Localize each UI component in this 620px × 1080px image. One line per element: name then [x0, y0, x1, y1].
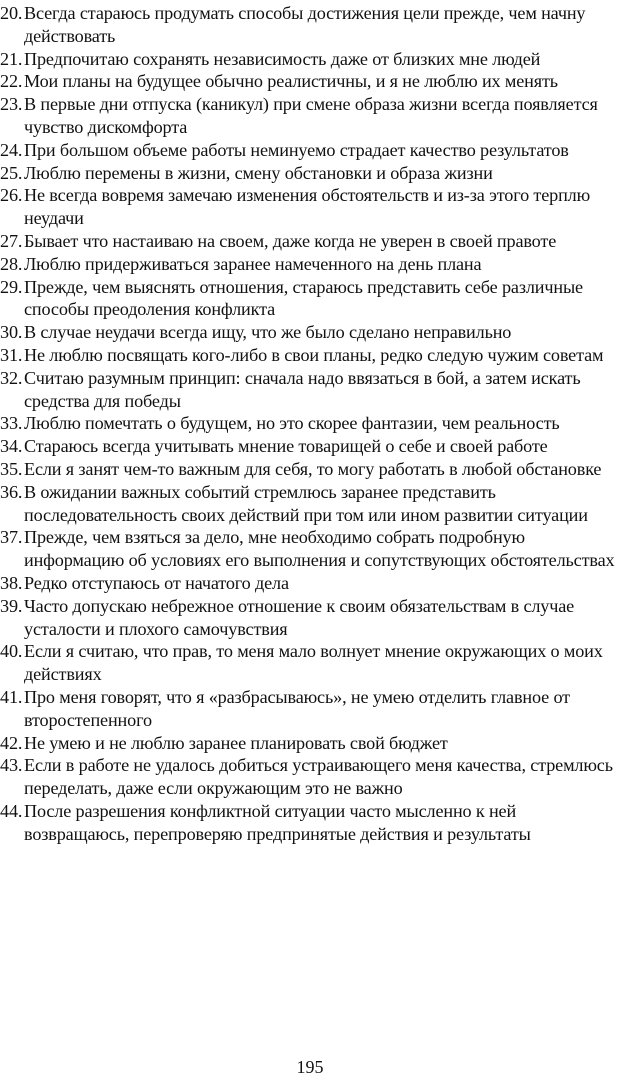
question-number: 40. — [0, 641, 23, 662]
question-item — [0, 640, 620, 686]
question-text: В ожидании важных событий стремлюсь заранее представить последовательность своих действий при том или ином развитии ситуации — [24, 481, 588, 525]
question-number: 30. — [0, 322, 23, 343]
question-text: Не всегда вовремя замечаю изменения обстоятельств и из-за этого терплю неудачи — [24, 185, 591, 229]
question-text: При большом объеме работы неминуемо страдает качество результатов — [24, 139, 569, 160]
question-number: 33. — [0, 413, 23, 434]
question-item — [0, 754, 620, 800]
question-text: Прежде, чем взяться за дело, мне необходимо собрать подробную информацию об условиях его выполнения и сопутствующих обстоятельствах — [24, 527, 615, 571]
question-number: 41. — [0, 686, 23, 707]
question-item — [0, 321, 620, 344]
question-item — [0, 276, 620, 322]
question-text: В случае неудачи всегда ищу, что же было сделано неправильно — [24, 322, 512, 343]
question-item — [0, 184, 620, 230]
question-number: 31. — [0, 344, 23, 365]
question-item — [0, 595, 620, 641]
question-text: После разрешения конфликтной ситуации часто мысленно к ней возвращаюсь, перепроверяю предпринятые действия и результаты — [24, 800, 531, 844]
question-item — [0, 2, 620, 48]
question-item — [0, 162, 620, 185]
question-item — [0, 412, 620, 435]
question-number: 27. — [0, 230, 23, 251]
question-item — [0, 48, 620, 71]
question-item — [0, 526, 620, 572]
question-number: 25. — [0, 162, 23, 183]
question-item — [0, 481, 620, 527]
question-text: Часто допускаю небрежное отношение к своим обязательствам в случае усталости и плохого самочувствия — [24, 595, 575, 639]
question-item — [0, 367, 620, 413]
question-text: Считаю разумным принцип: сначала надо ввязаться в бой, а затем искать средства для победы — [24, 367, 581, 411]
page-number: 195 — [296, 1057, 324, 1077]
question-number: 24. — [0, 139, 23, 160]
question-item — [0, 70, 620, 93]
questionnaire-list — [0, 2, 620, 845]
question-item — [0, 253, 620, 276]
question-text: Предпочитаю сохранять независимость даже от близких мне людей — [24, 48, 541, 69]
question-text: В первые дни отпуска (каникул) при смене образа жизни всегда появляется чувство дискомфорта — [24, 94, 598, 137]
question-text: Редко отступаюсь от начатого дела — [24, 572, 289, 593]
question-text: Если я занят чем-то важным для себя, то могу работать в любой обстановке — [24, 458, 602, 479]
question-item — [0, 686, 620, 732]
question-number: 34. — [0, 436, 23, 457]
question-text: Не люблю посвящать кого-либо в свои планы, редко следую чужим советам — [24, 344, 604, 365]
question-item — [0, 572, 620, 595]
question-number: 39. — [0, 595, 23, 616]
question-item — [0, 435, 620, 458]
question-text: Люблю перемены в жизни, смену обстановки и образа жизни — [24, 162, 493, 183]
question-item — [0, 93, 620, 139]
question-text: Люблю помечтать о будущем, но это скорее фантазии, чем реальность — [24, 413, 560, 434]
question-text: Прежде, чем выяснять отношения, стараюсь представить себе различные способы преодоления конфликта — [24, 276, 583, 320]
question-text: Если в работе не удалось добиться устраивающего меня качества, стремлюсь переделать, даже если окружающим это не важно — [24, 755, 613, 799]
question-text: Люблю придерживаться заранее намеченного на день плана — [24, 253, 482, 274]
question-number: 37. — [0, 527, 23, 548]
question-item — [0, 732, 620, 755]
question-text: Бывает что настаиваю на своем, даже когда не уверен в своей правоте — [24, 230, 557, 251]
question-number: 38. — [0, 572, 23, 593]
question-item — [0, 344, 620, 367]
question-number: 21. — [0, 48, 23, 69]
question-number: 35. — [0, 458, 23, 479]
question-text: Не умею и не люблю заранее планировать свой бюджет — [24, 732, 448, 753]
question-item — [0, 458, 620, 481]
question-number: 36. — [0, 481, 23, 502]
question-number: 43. — [0, 755, 23, 776]
question-number: 29. — [0, 276, 23, 297]
question-number: 32. — [0, 367, 23, 388]
question-number: 28. — [0, 253, 23, 274]
question-text: Всегда стараюсь продумать способы достижения цели прежде, чем начну действовать — [24, 3, 586, 46]
question-item — [0, 800, 620, 846]
question-number: 20. — [0, 3, 23, 23]
question-item — [0, 139, 620, 162]
question-item — [0, 230, 620, 253]
question-number: 42. — [0, 732, 23, 753]
question-text: Мои планы на будущее обычно реалистичны, и я не люблю их менять — [24, 71, 558, 92]
question-number: 23. — [0, 94, 23, 115]
question-number: 22. — [0, 71, 23, 92]
question-number: 44. — [0, 800, 23, 821]
question-number: 26. — [0, 185, 23, 206]
question-text: Стараюсь всегда учитывать мнение товарищей о себе и своей работе — [24, 436, 548, 457]
question-text: Про меня говорят, что я «разбрасываюсь», не умею отделить главное от второстепенного — [24, 686, 570, 730]
question-text: Если я считаю, что прав, то меня мало волнует мнение окружающих о моих действиях — [24, 641, 603, 685]
